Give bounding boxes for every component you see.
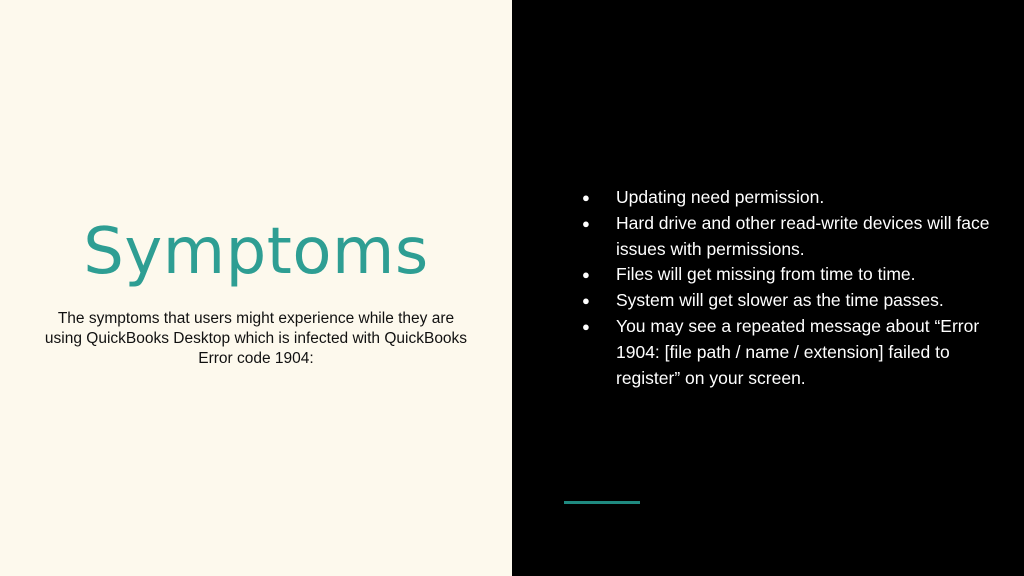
list-item-text: System will get slower as the time passes. [616, 290, 944, 311]
list-item-text: Updating need permission. [616, 187, 825, 207]
list-item [582, 185, 1002, 211]
right-panel [512, 0, 1024, 576]
list-item [582, 314, 1002, 391]
bullet-icon: ● [582, 293, 590, 309]
list-item-text: Hard drive and other read-write devices will face issues with permissions. [616, 212, 990, 259]
slide-title: Symptoms [83, 215, 429, 289]
accent-divider [564, 501, 640, 504]
list-item [582, 288, 1002, 314]
bullet-icon: ● [582, 318, 590, 334]
symptom-list [582, 185, 1002, 391]
list-item [582, 262, 1002, 288]
list-item-text: Files will get missing from time to time. [616, 264, 916, 285]
list-item-text: You may see a repeated message about “Error 1904: [file path / name / extension] failed to register” on your screen. [616, 315, 980, 388]
bullet-icon: ● [582, 190, 590, 205]
bullet-icon: ● [582, 267, 590, 283]
bullet-icon: ● [582, 215, 590, 231]
list-item [582, 211, 1002, 263]
slide-subtitle: The symptoms that users might experience while they are using QuickBooks Desktop which is infected with QuickBooks Error code 1904: [44, 310, 468, 367]
